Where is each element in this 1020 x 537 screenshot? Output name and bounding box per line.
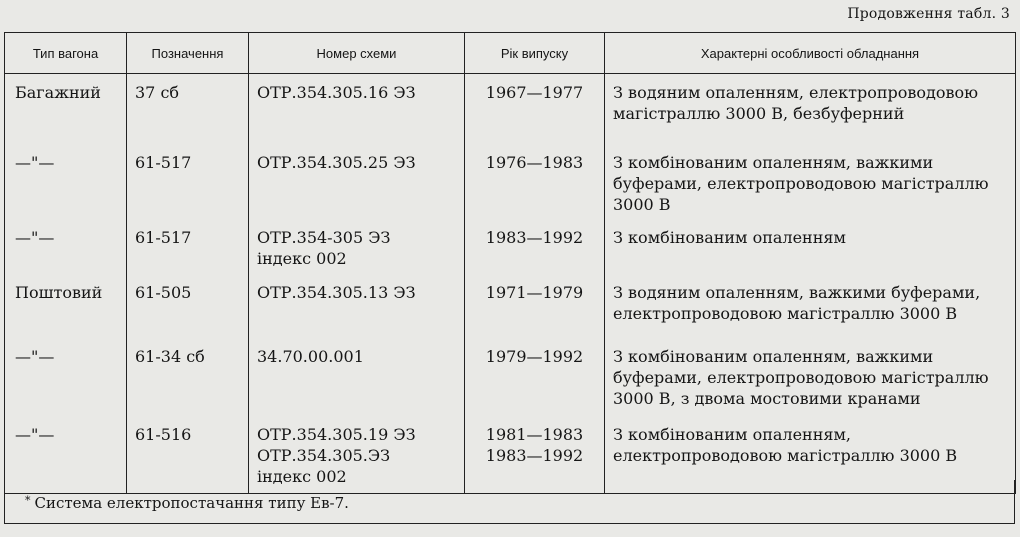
table-caption: Продовження табл. 3 [847,6,1010,22]
header-designation: Позначення [127,33,249,74]
cell-wagon-type: —"— [5,338,127,416]
equipment-table [4,32,1016,494]
cell-designation: 37 сб [127,74,249,144]
scheme-line: індекс 002 [257,248,347,268]
header-wagon-type: Тип вагона [5,33,127,74]
cell-years: 1967—1977 [465,74,605,144]
cell-scheme: ОТР.354.305.13 ЭЗ [249,274,465,338]
header-features: Характерні особливості обладнання [605,33,1016,74]
footnote-mark: * [25,494,31,507]
cell-features: З водяним опаленням, важкими буферами, електропроводовою магістраллю 3000 В [605,274,1016,338]
cell-designation: 61-516 [127,416,249,494]
cell-features: З комбінованим опаленням, електропроводовою магістраллю 3000 В [605,416,1016,494]
cell-designation: 61-517 [127,219,249,274]
header-release-year: Рік випуску [465,33,605,74]
cell-designation: 61-505 [127,274,249,338]
cell-features: З комбінованим опаленням, важкими буферами, електропроводовою магістраллю 3000 В, з двома мостовими кранами [605,338,1016,416]
table-row [5,74,1016,144]
cell-years: 1971—1979 [465,274,605,338]
cell-wagon-type: Поштовий [5,274,127,338]
cell-designation: 61-517 [127,144,249,219]
cell-scheme: ОТР.354.305.16 ЭЗ [249,74,465,144]
scheme-line: індекс 002 [257,466,347,486]
years-line: 1981—1983 [485,424,584,444]
cell-years: 1983—1992 [465,219,605,274]
footnote-text: Система електропостачання типу Ев-7. [34,494,349,512]
cell-wagon-type: Багажний [5,74,127,144]
cell-designation: 61-34 сб [127,338,249,416]
table-row [5,274,1016,338]
scheme-line: ОТР.354.305.19 ЭЗ [257,424,416,444]
cell-wagon-type: —"— [5,144,127,219]
cell-scheme [249,219,465,274]
cell-years: 1979—1992 [465,338,605,416]
table-footnote [4,480,1015,524]
years-line: 1983—1992 [485,445,584,465]
cell-scheme: 34.70.00.001 [249,338,465,416]
scheme-line: ОТР.354.305.ЭЗ [257,445,391,465]
cell-features: З комбінованим опаленням [605,219,1016,274]
cell-features: З комбінованим опаленням, важкими буферами, електропроводовою магістраллю 3000 В [605,144,1016,219]
table-row [5,338,1016,416]
cell-years: 1976—1983 [465,144,605,219]
header-scheme-number: Номер схеми [249,33,465,74]
table-row [5,219,1016,274]
cell-wagon-type: —"— [5,416,127,494]
cell-scheme: ОТР.354.305.25 ЭЗ [249,144,465,219]
cell-features: З водяним опаленням, електропроводовою магістраллю 3000 В, безбуферний [605,74,1016,144]
scheme-line: ОТР.354-305 ЭЗ [257,227,391,247]
cell-wagon-type: —"— [5,219,127,274]
table-header-row [5,33,1016,74]
table-row [5,144,1016,219]
